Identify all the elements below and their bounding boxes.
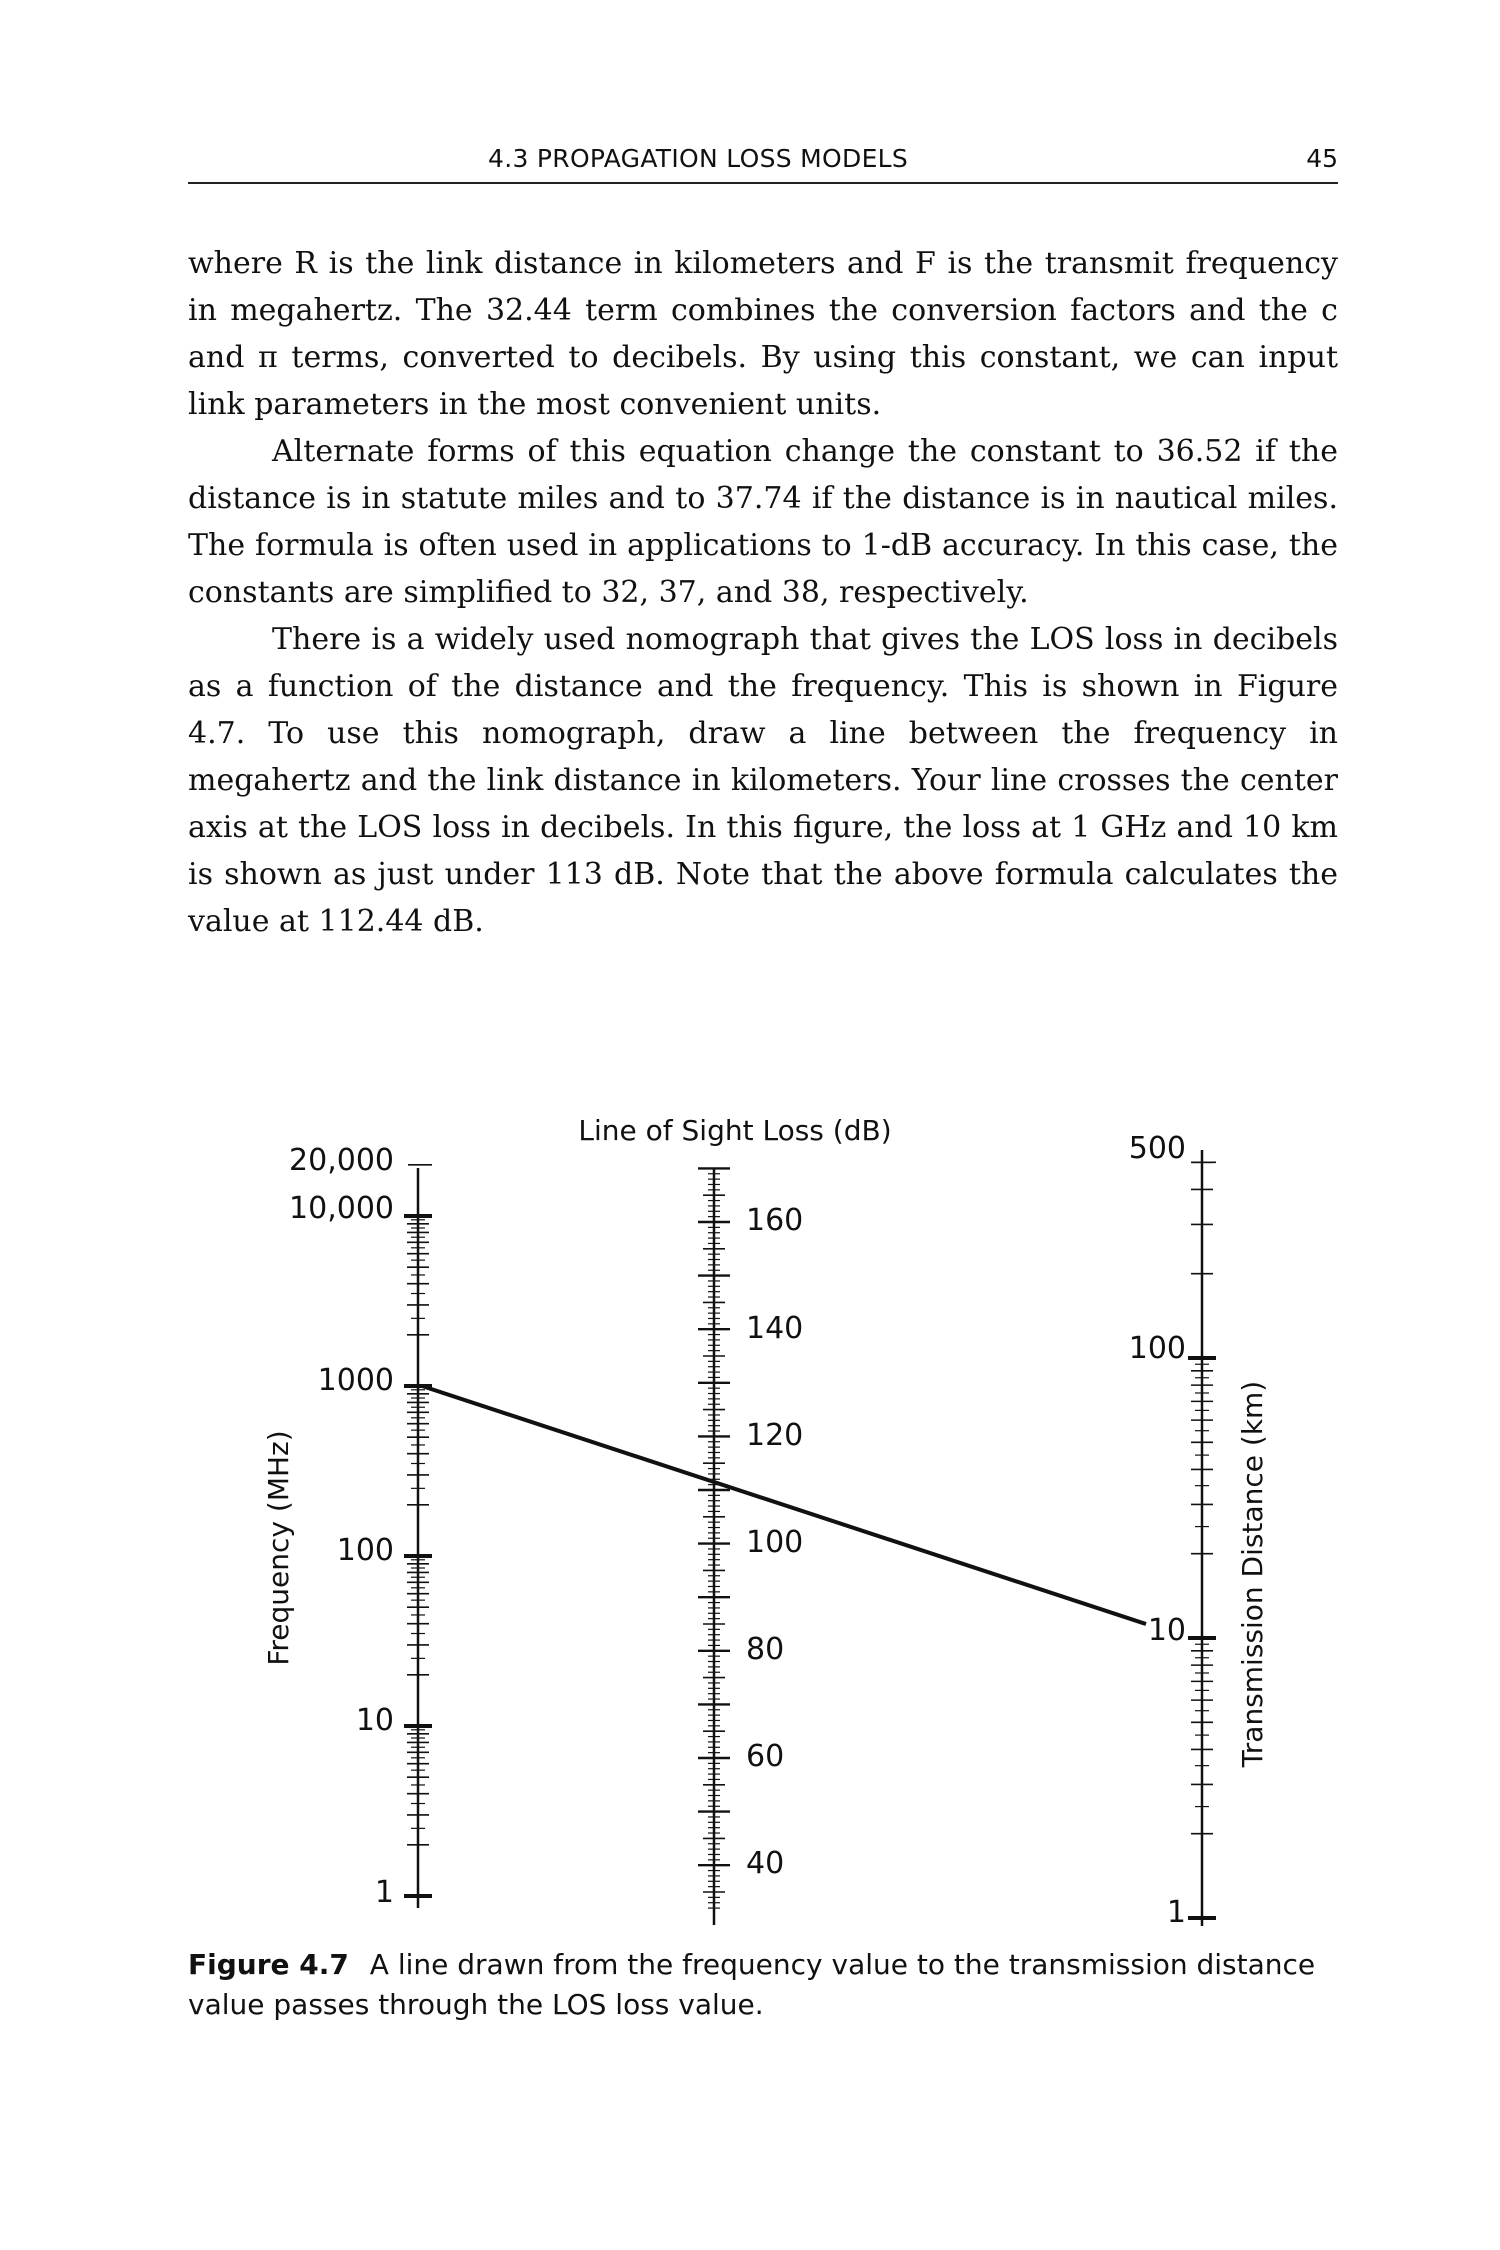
freq-label-1: 1 <box>374 1875 394 1910</box>
freq-label-10: 10 <box>355 1703 394 1738</box>
distance-axis-title: Transmission Distance (km) <box>1236 1380 1269 1768</box>
freq-label-1000: 1000 <box>317 1363 394 1398</box>
figure-caption <box>188 1945 1338 2025</box>
paragraph-1: where R is the link distance in kilometers and F is the transmit frequency in megahertz. The 32.44 term combines the conversion factors and the c and π terms, converted to decibels. By using this constant, we can input link parameters in the most convenient units. <box>188 246 1338 422</box>
freq-label-20000: 20,000 <box>289 1143 394 1178</box>
loss-label-160: 160 <box>746 1203 804 1238</box>
dist-label-1: 1 <box>1166 1895 1186 1930</box>
loss-label-140: 140 <box>746 1311 804 1346</box>
dist-label-500: 500 <box>1128 1131 1186 1166</box>
loss-tick-labels <box>746 1203 803 1881</box>
section-title: 4.3 PROPAGATION LOSS MODELS <box>488 144 909 173</box>
paragraph-2: Alternate forms of this equation change the constant to 36.52 if the distance is in statute miles and to 37.74 if the distance is in nautical miles. The formula is often used in applications to 1-dB accuracy. In this case, the constants are simplified to 32, 37, and 38, respectively. <box>188 434 1338 610</box>
loss-label-120: 120 <box>746 1418 804 1453</box>
distance-tick-labels <box>1129 1131 1186 1930</box>
loss-label-60: 60 <box>746 1739 785 1774</box>
loss-label-40: 40 <box>746 1846 785 1881</box>
dist-label-10: 10 <box>1147 1613 1186 1648</box>
frequency-tick-labels <box>289 1143 394 1910</box>
paragraph-3: There is a widely used nomograph that gives the LOS loss in decibels as a function of the distance and the frequency. This is shown in Figure 4.7. To use this nomograph, draw a line between the frequency in megahertz and the link distance in kilometers. Your line crosses the center axis at the LOS loss in decibels. In this figure, the loss at 1 GHz and 10 km is shown as just under 113 dB. Note that the above formula calculates the value at 112.44 dB. <box>188 622 1338 939</box>
loss-label-80: 80 <box>746 1632 785 1667</box>
figure-number: Figure 4.7 <box>188 1948 349 1981</box>
page-number: 45 <box>1306 144 1338 173</box>
dist-label-100: 100 <box>1128 1331 1186 1366</box>
loss-axis-title: Line of Sight Loss (dB) <box>578 1114 892 1147</box>
freq-label-100: 100 <box>336 1533 394 1568</box>
loss-label-100: 100 <box>746 1525 804 1560</box>
nomograph-axes <box>418 1150 1202 1926</box>
frequency-axis-title: Frequency (MHz) <box>262 1430 295 1666</box>
nomograph-ticks <box>404 1162 1216 1918</box>
freq-label-10000: 10,000 <box>289 1191 394 1226</box>
figure-caption-text: A line drawn from the frequency value to the transmission distance value passes through the LOS loss value. <box>188 1948 1316 2021</box>
